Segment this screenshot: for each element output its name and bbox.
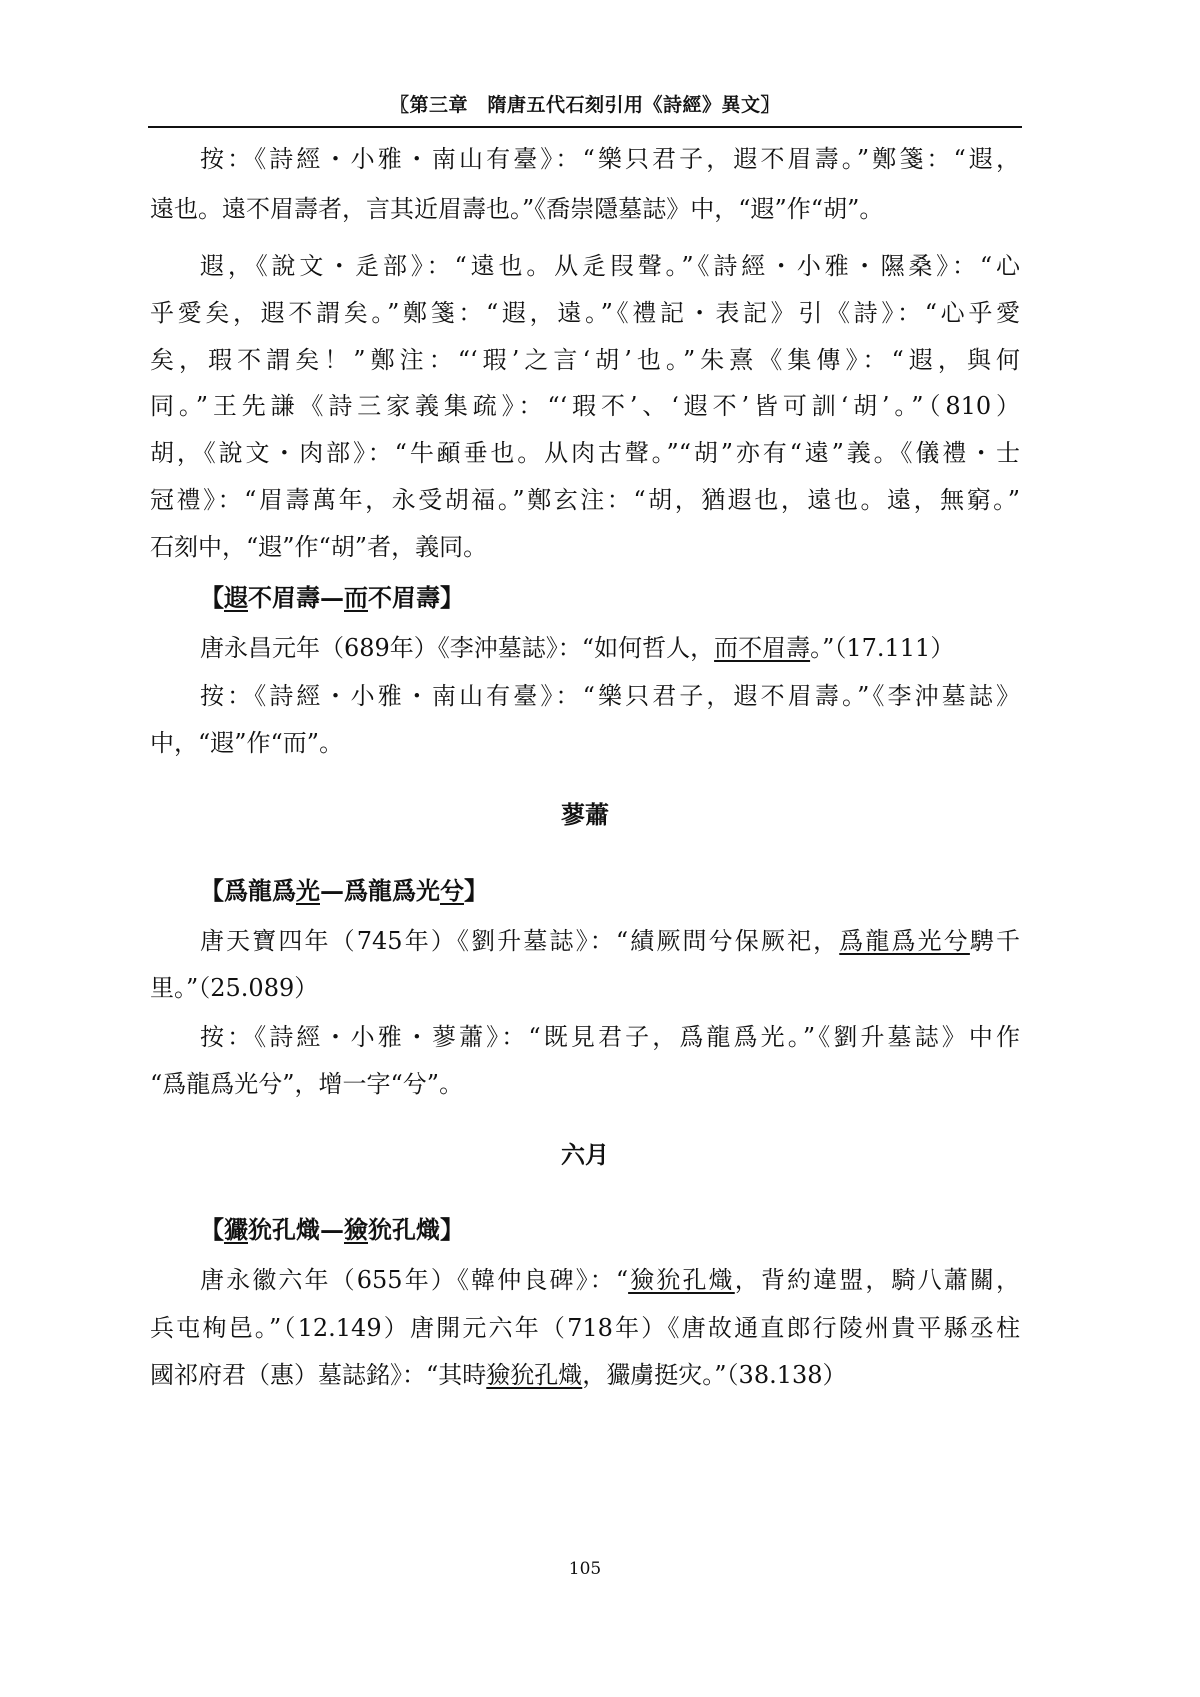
body-line: 按：《詩經・小雅・南山有臺》：“樂只君子，遐不眉壽。”鄭箋：“遐， — [200, 145, 1020, 173]
heading-part: —爲龍爲光 — [320, 876, 440, 905]
heading-underlined: 光 — [296, 876, 320, 905]
body-line: 兵屯栒邑。”（12.149）唐開元六年（718年）《唐故通直郎行陵州貴平縣丞柱 — [150, 1314, 1020, 1342]
underlined-quote: 獫狁孔熾 — [628, 1266, 735, 1294]
body-line: 里。”（25.089） — [150, 974, 319, 1002]
underlined-quote: 而不眉壽 — [714, 634, 811, 662]
entry-heading — [150, 1213, 1020, 1247]
heading-part: 不眉壽】 — [368, 583, 464, 612]
body-line: 石刻中，“遐”作“胡”者，義同。 — [150, 533, 488, 561]
text-part: 唐永徽六年（655年）《韓仲良碑》：“ — [200, 1266, 629, 1294]
heading-part: 不眉壽— — [248, 583, 344, 612]
header-rule — [148, 126, 1022, 128]
entry-heading — [150, 581, 1020, 615]
body-line: “爲龍爲光兮”，增一字“兮”。 — [150, 1070, 464, 1098]
heading-part: 】 — [464, 876, 488, 905]
text-part: 唐天寶四年（745年）《劉升墓誌》：“績厥問兮保厥祀， — [200, 927, 840, 955]
heading-underlined: 而 — [344, 583, 368, 612]
text-part: 唐永昌元年（689年）《李沖墓誌》：“如何哲人， — [200, 634, 715, 662]
entry-heading — [150, 874, 1020, 908]
body-line: 冠禮》：“眉壽萬年，永受胡福。”鄭玄注：“胡，猶遐也，遠也。遠，無窮。” — [150, 486, 1020, 514]
heading-underlined: 遐 — [224, 583, 248, 612]
heading-part: 狁孔熾】 — [368, 1215, 464, 1244]
text-part: ，玁虜挺灾。”（38.138） — [582, 1361, 847, 1389]
heading-part: 狁孔熾— — [248, 1215, 344, 1244]
section-title: 六月 — [561, 1140, 609, 1169]
body-line — [150, 631, 1020, 665]
body-line — [150, 924, 1020, 958]
heading-part: 【 — [200, 583, 224, 612]
heading-underlined: 兮 — [440, 876, 464, 905]
body-line: 乎愛矣，遐不謂矣。”鄭箋：“遐，遠。”《禮記・表記》引《詩》：“心乎愛 — [150, 299, 1020, 327]
running-header: 〖第三章 隋唐五代石刻引用《詩經》異文〗 — [389, 94, 780, 116]
body-line: 遐，《說文・辵部》：“遠也。从辵叚聲。”《詩經・小雅・隰桑》：“心 — [200, 252, 1020, 280]
text-part: 國祁府君（惠）墓誌銘》：“其時 — [150, 1361, 487, 1389]
body-line — [150, 1263, 1020, 1297]
page-number: 105 — [568, 1559, 602, 1579]
body-line: 同。”王先謙《詩三家義集疏》：“‘瑕不’、‘遐不’皆可訓‘胡’。”（810） — [150, 392, 1020, 420]
text-part: 騁千 — [969, 927, 1021, 955]
body-line: 按：《詩經・小雅・蓼蕭》：“既見君子，爲龍爲光。”《劉升墓誌》中作 — [200, 1023, 1020, 1051]
body-line: 中，“遐”作“而”。 — [150, 729, 344, 757]
underlined-quote: 獫狁孔熾 — [486, 1361, 583, 1389]
section-title: 蓼蕭 — [561, 800, 609, 829]
body-line: 按：《詩經・小雅・南山有臺》：“樂只君子，遐不眉壽。”《李沖墓誌》 — [200, 682, 1020, 710]
body-line: 遠也。遠不眉壽者，言其近眉壽也。”《喬崇隱墓誌》中，“遐”作“胡”。 — [150, 195, 884, 223]
heading-underlined: 玁 — [224, 1215, 248, 1244]
body-line: 矣，瑕不謂矣！”鄭注：“‘瑕’之言‘胡’也。”朱熹《集傳》：“遐，與何 — [150, 346, 1020, 374]
text-part: ，背約違盟，騎八蕭關， — [734, 1266, 1021, 1294]
heading-part: 【 — [200, 1215, 224, 1244]
underlined-quote: 爲龍爲光兮 — [839, 927, 970, 955]
heading-part: 【爲龍爲 — [200, 876, 296, 905]
body-line: 胡，《說文・肉部》：“牛顄垂也。从肉古聲。”“胡”亦有“遠”義。《儀禮・士 — [150, 439, 1020, 467]
heading-underlined: 獫 — [344, 1215, 368, 1244]
body-line — [150, 1358, 1020, 1392]
text-part: 。”（17.111） — [810, 634, 955, 662]
